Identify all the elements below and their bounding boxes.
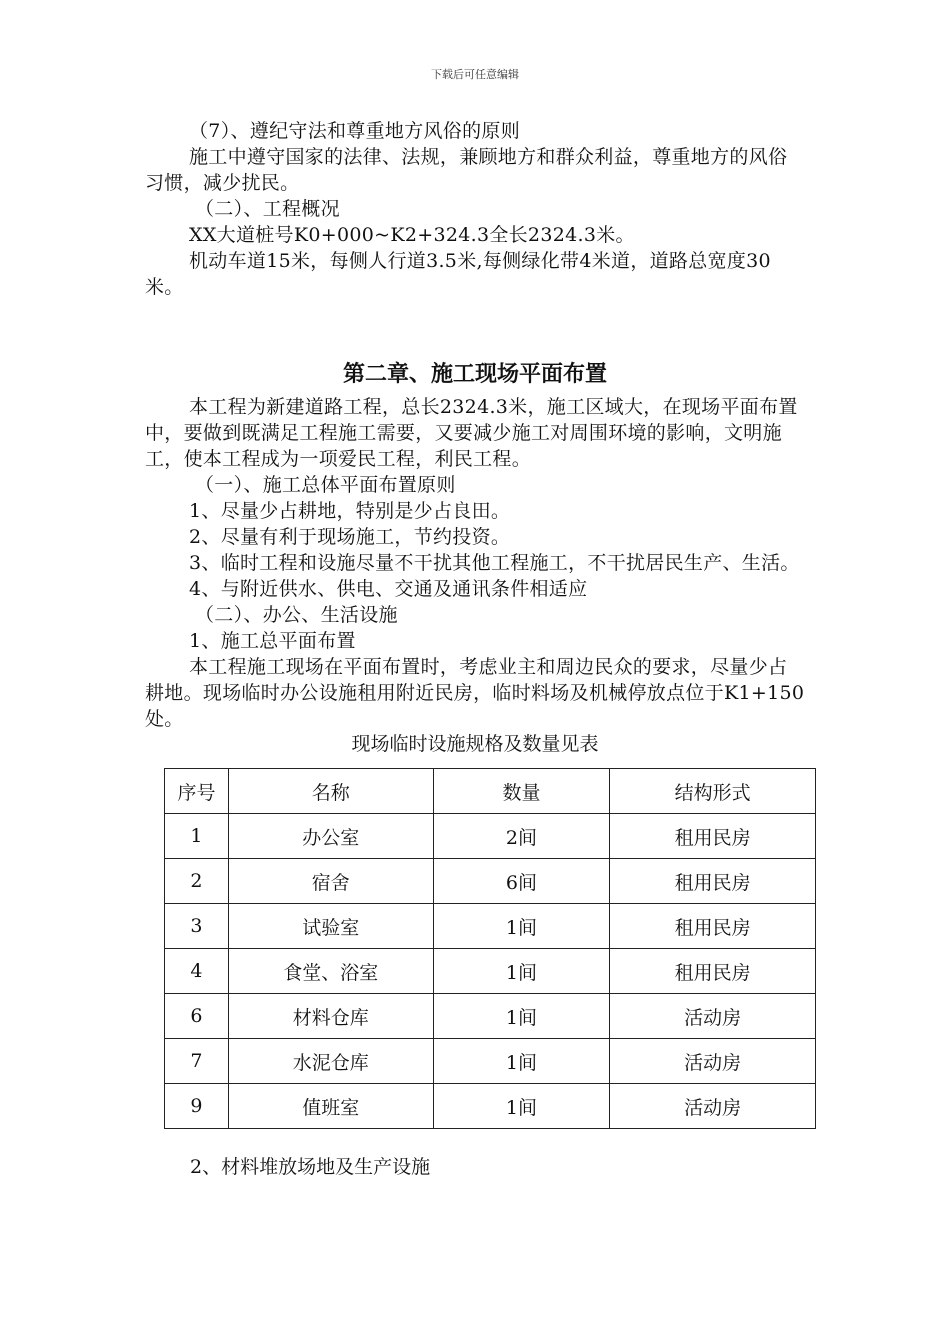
- item7-title: （7）、遵纪守法和尊重地方风俗的原则: [189, 120, 520, 142]
- table-cell: 6: [165, 994, 229, 1039]
- table-cell: 活动房: [610, 1084, 816, 1129]
- table-cell: 活动房: [610, 1039, 816, 1084]
- document-body: [145, 118, 805, 775]
- table-cell: 水泥仓库: [228, 1039, 433, 1084]
- table-header-cell: 结构形式: [610, 769, 816, 814]
- principle-2: 2、尽量有利于现场施工，节约投资。: [189, 526, 511, 548]
- table-header-row: [165, 769, 816, 814]
- chapter-intro: 本工程为新建道路工程，总长2324.3米，施工区域大，在现场平面布置中，要做到既满足工程施工需要，又要减少施工对周围环境的影响，文明施工，使本工程成为一项爱民工程，利民工程。: [145, 396, 798, 470]
- table-cell: 宿舍: [228, 859, 433, 904]
- table-cell: 租用民房: [610, 904, 816, 949]
- table-cell: 6间: [433, 859, 610, 904]
- table-cell: 值班室: [228, 1084, 433, 1129]
- table-row: [165, 994, 816, 1039]
- table-row: [165, 949, 816, 994]
- table-caption: 现场临时设施规格及数量见表: [351, 733, 599, 755]
- table-cell: 3: [165, 904, 229, 949]
- next-section-title: 2、材料堆放场地及生产设施: [190, 1156, 431, 1178]
- overview-title: （二）、工程概况: [195, 198, 340, 220]
- facilities-title: （二）、办公、生活设施: [195, 604, 398, 626]
- table-header-cell: 序号: [165, 769, 229, 814]
- table-cell: 活动房: [610, 994, 816, 1039]
- principle-4: 4、与附近供水、供电、交通及通讯条件相适应: [189, 578, 588, 600]
- table-cell: 食堂、浴室: [228, 949, 433, 994]
- page-header-note: 下载后可任意编辑: [431, 68, 519, 81]
- table-cell: 1间: [433, 994, 610, 1039]
- layout-body: 本工程施工现场在平面布置时，考虑业主和周边民众的要求，尽量少占耕地。现场临时办公设施租用附近民房，临时料场及机械停放点位于K1+150处。: [145, 656, 805, 730]
- principle-3: 3、临时工程和设施尽量不干扰其他工程施工，不干扰居民生产、生活。: [189, 552, 800, 574]
- table-cell: 1间: [433, 1084, 610, 1129]
- table-row: [165, 859, 816, 904]
- table-row: [165, 1039, 816, 1084]
- table-cell: 试验室: [228, 904, 433, 949]
- table-row: [165, 1084, 816, 1129]
- principle-1: 1、尽量少占耕地，特别是少占良田。: [189, 500, 511, 522]
- table-cell: 租用民房: [610, 814, 816, 859]
- table-cell: 租用民房: [610, 859, 816, 904]
- table-cell: 租用民房: [610, 949, 816, 994]
- table-cell: 1间: [433, 949, 610, 994]
- layout-title: 1、施工总平面布置: [189, 630, 356, 652]
- table-header-cell: 名称: [228, 769, 433, 814]
- overview-line2: 机动车道15米，每侧人行道3.5米,每侧绿化带4米道，道路总宽度30米。: [145, 250, 771, 298]
- table-cell: 办公室: [228, 814, 433, 859]
- principles-title: （一）、施工总体平面布置原则: [195, 474, 456, 496]
- table-cell: 2: [165, 859, 229, 904]
- table-header-cell: 数量: [433, 769, 610, 814]
- table-cell: 1间: [433, 904, 610, 949]
- overview-line1: XX大道桩号K0+000~K2+324.3全长2324.3米。: [189, 224, 635, 246]
- table-cell: 7: [165, 1039, 229, 1084]
- facilities-table: [164, 768, 816, 1129]
- chapter-title: 第二章、施工现场平面布置: [342, 361, 607, 387]
- table-cell: 4: [165, 949, 229, 994]
- table-cell: 1: [165, 814, 229, 859]
- item7-body: 施工中遵守国家的法律、法规，兼顾地方和群众利益，尊重地方的风俗习惯，减少扰民。: [145, 146, 788, 194]
- table-cell: 1间: [433, 1039, 610, 1084]
- table-row: [165, 814, 816, 859]
- table-cell: 2间: [433, 814, 610, 859]
- table-row: [165, 904, 816, 949]
- table-cell: 材料仓库: [228, 994, 433, 1039]
- table-cell: 9: [165, 1084, 229, 1129]
